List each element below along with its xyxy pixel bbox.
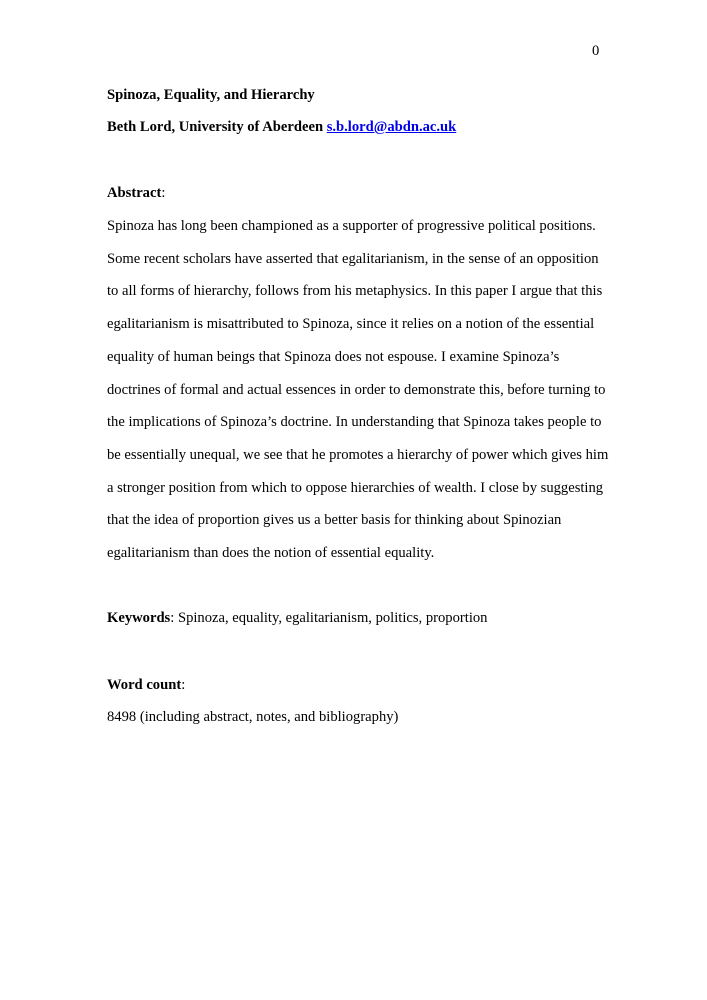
word-count-label: Word count — [107, 677, 182, 693]
abstract-line: the implications of Spinoza’s doctrine. In understanding that Spinoza takes people to — [107, 414, 602, 431]
keywords-label: Keywords — [107, 610, 171, 626]
word-count-value: 8498 (including abstract, notes, and bibliography) — [107, 709, 399, 725]
paper-title — [107, 86, 315, 104]
abstract-line: doctrines of formal and actual essences in order to demonstrate this, before turning to — [107, 381, 606, 398]
author-line — [107, 118, 456, 136]
abstract-line: equality of human beings that Spinoza does not espouse. I examine Spinoza’s — [107, 348, 560, 365]
abstract-line: egalitarianism than does the notion of essential equality. — [107, 545, 435, 561]
abstract-line: to all forms of hierarchy, follows from his metaphysics. In this paper I argue that this — [107, 283, 603, 300]
email-link[interactable]: s.b.lord@abdn.ac.uk — [326, 119, 457, 135]
author-name: Beth Lord, University of Aberdeen — [107, 119, 324, 135]
abstract-heading-text: Abstract — [107, 185, 162, 201]
abstract-line: Spinoza has long been championed as a supporter of progressive political positions. — [107, 218, 596, 234]
title-text: Spinoza, Equality, and Hierarchy — [107, 87, 315, 103]
word-count-heading: Word count: — [107, 677, 186, 693]
abstract-heading: Abstract: — [107, 185, 166, 201]
abstract-line: that the idea of proportion gives us a better basis for thinking about Spinozian — [107, 512, 562, 529]
abstract-line: be essentially unequal, we see that he promotes a hierarchy of power which gives him — [107, 446, 609, 463]
abstract-line: a stronger position from which to oppose hierarchies of wealth. I close by suggesting — [107, 479, 604, 496]
abstract-line: egalitarianism is misattributed to Spinoza, since it relies on a notion of the essential — [107, 316, 595, 333]
abstract-line: Some recent scholars have asserted that egalitarianism, in the sense of an opposition — [107, 250, 599, 267]
page-number: 0 — [592, 43, 600, 59]
keywords-value: Spinoza, equality, egalitarianism, politics, proportion — [177, 610, 488, 626]
keywords-line: Keywords: Spinoza, equality, egalitarianism, politics, proportion — [107, 610, 488, 626]
